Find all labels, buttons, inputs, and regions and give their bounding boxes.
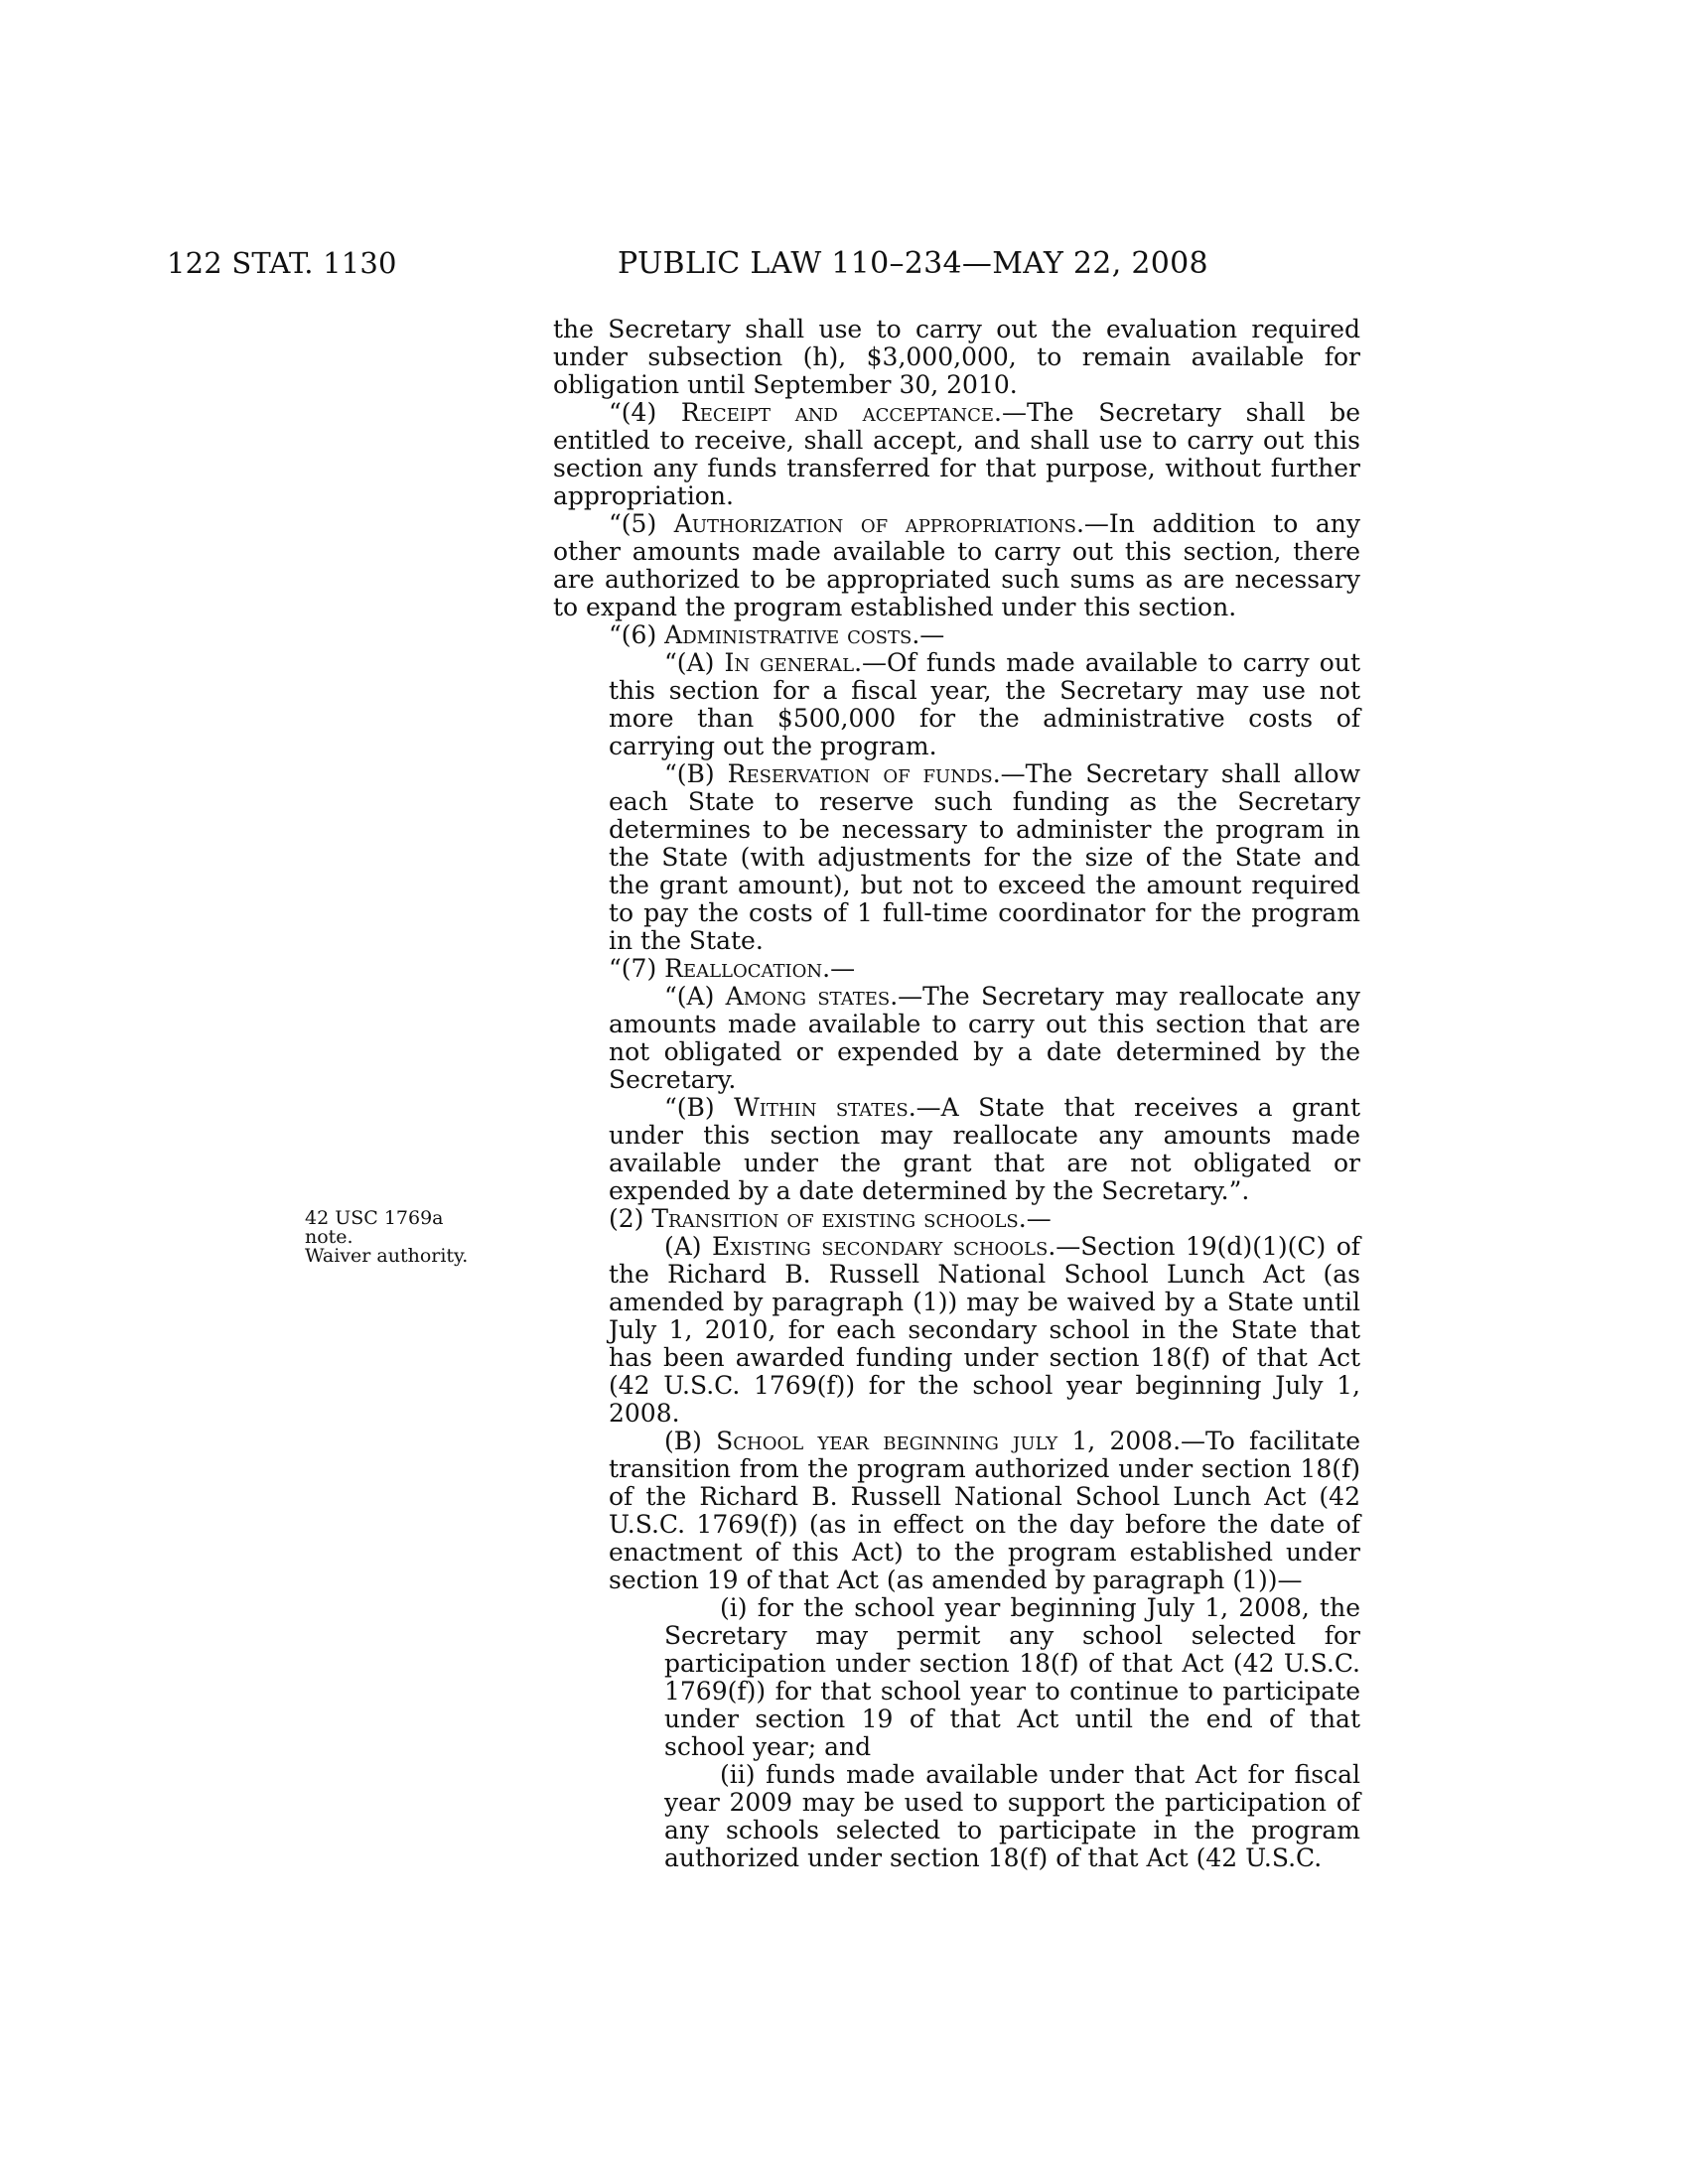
paragraph-text: (i) for the school year beginning July 1, 2008, the Secretary may permit any school selected for participation under section 18(f) of that Act (42 U.S.C. 1769(f)) for that school year to continue to participate under section 19 of that Act until the end of that school year; and bbox=[664, 1593, 1360, 1761]
paragraph-heading: “(A) In general. bbox=[664, 648, 863, 677]
subparagraph-in-general bbox=[553, 649, 1360, 760]
clause-i bbox=[553, 1594, 1360, 1761]
paragraph-text: —Section 19(d)(1)(C) of the Richard B. Russell National School Lunch Act (as amended by paragraph (1)) may be waived by a State until July 1, 2010, for each secondary school in the State that has been awarded funding under section 18(f) of that Act (42 U.S.C. 1769(f)) for the school year beginning July 1, 2008. bbox=[609, 1232, 1361, 1428]
paragraph-text: —The Secretary may reallocate any amounts made available to carry out this section that are not obligated or expended by a date determined by the Secretary. bbox=[609, 982, 1361, 1094]
paragraph-heading: (A) Existing secondary schools. bbox=[664, 1232, 1056, 1261]
paragraph-heading: “(4) Receipt and acceptance. bbox=[609, 398, 1002, 427]
subparagraph-among-states bbox=[553, 983, 1360, 1094]
paragraph-reallocation bbox=[553, 955, 1360, 983]
margin-note-citation: 42 USC 1769a bbox=[305, 1207, 444, 1229]
paragraph-heading: “(5) Authorization of appropriations. bbox=[609, 509, 1084, 538]
statute-body bbox=[553, 316, 1360, 1872]
paragraph-heading: “(B) Reservation of funds. bbox=[664, 759, 1001, 788]
paragraph-heading: (2) Transition of existing schools. bbox=[609, 1204, 1027, 1233]
subparagraph-reservation bbox=[553, 760, 1360, 955]
paragraph-text: —The Secretary shall allow each State to reserve such funding as the Secretary determines to be necessary to administer the program in the State (with adjustments for the size of the State and the grant amount), but not to exceed the amount required to pay the costs of 1 full-time coordinator for the program in the State. bbox=[609, 759, 1360, 955]
subparagraph-school-year bbox=[553, 1428, 1360, 1594]
running-head-title: PUBLIC LAW 110–234—MAY 22, 2008 bbox=[618, 246, 1208, 281]
margin-note-waiver: Waiver authority. bbox=[305, 1245, 469, 1267]
paragraph-heading: (B) School year beginning july 1, 2008. bbox=[664, 1427, 1182, 1455]
paragraph-text: —To facilitate transition from the program authorized under section 18(f) of the Richard B. Russell National School Lunch Act (42 U.S.C. 1769(f)) (as in effect on the day before the date of enactment of this Act) to the program established under section 19 of that Act (as amended by paragraph (1))— bbox=[609, 1427, 1360, 1594]
paragraph-transition bbox=[553, 1205, 1360, 1233]
subparagraph-within-states bbox=[553, 1094, 1360, 1205]
paragraph-continuation bbox=[553, 316, 1360, 399]
paragraph-text: —Of funds made available to carry out this section for a fiscal year, the Secretary may use not more than $500,000 for the administrative costs of carrying out the program. bbox=[609, 648, 1360, 760]
paragraph-authorization bbox=[553, 510, 1360, 621]
paragraph-text: — bbox=[1026, 1204, 1052, 1233]
paragraph-text: —In addition to any other amounts made available to carry out this section, there are authorized to be appropriated such sums as are necessary to expand the program established under this section. bbox=[553, 509, 1360, 621]
paragraph-heading: “(7) Reallocation. bbox=[609, 954, 831, 983]
paragraph-heading: “(B) Within states. bbox=[664, 1093, 916, 1122]
stat-page-reference: 122 STAT. 1130 bbox=[167, 246, 397, 280]
subparagraph-existing-secondary bbox=[553, 1233, 1360, 1428]
clause-ii bbox=[553, 1761, 1360, 1872]
paragraph-receipt-acceptance bbox=[553, 399, 1360, 510]
paragraph-text: (ii) funds made available under that Act for fiscal year 2009 may be used to support the participation of any schools selected to participate in the program authorized under section 18(f) of that Act (42 U.S.C. bbox=[664, 1760, 1360, 1872]
paragraph-text: —A State that receives a grant under this section may reallocate any amounts made available under the grant that are not obligated or expended by a date determined by the Secretary.”. bbox=[609, 1093, 1360, 1205]
paragraph-administrative-costs bbox=[553, 621, 1360, 649]
paragraph-text: —The Secretary shall be entitled to receive, shall accept, and shall use to carry out this section any funds transferred for that purpose, without further appropriation. bbox=[553, 398, 1360, 510]
paragraph-heading: “(A) Among states. bbox=[664, 982, 899, 1011]
paragraph-heading: “(6) Administrative costs. bbox=[609, 620, 920, 649]
paragraph-text: — bbox=[830, 954, 856, 983]
margin-note-note: note. bbox=[305, 1226, 353, 1248]
paragraph-text: the Secretary shall use to carry out the evaluation required under subsection (h), $3,000,000, to remain available for obligation until September 30, 2010. bbox=[553, 315, 1360, 399]
paragraph-text: — bbox=[919, 620, 945, 649]
margin-note bbox=[305, 1209, 503, 1266]
